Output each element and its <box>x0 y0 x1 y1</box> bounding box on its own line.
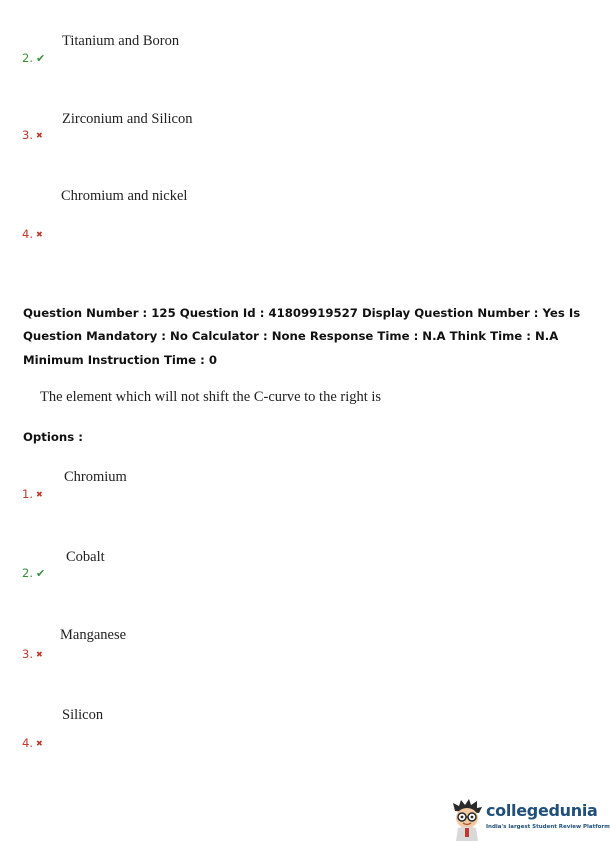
option-number-label: 3. <box>22 647 33 661</box>
option-number-label: 1. <box>22 487 33 501</box>
option-text: Chromium and nickel <box>61 188 188 204</box>
logo-tagline: India's largest Student Review Platform <box>486 824 610 830</box>
option-number-label: 2. <box>22 51 33 65</box>
cross-icon: ✖ <box>35 130 43 140</box>
option-number <box>22 227 43 241</box>
option-number-label: 3. <box>22 128 33 142</box>
option-number <box>22 566 45 580</box>
mascot-icon <box>449 797 485 841</box>
option-text: Titanium and Boron <box>62 33 180 49</box>
option-text: Manganese <box>60 627 127 643</box>
question-text: The element which will not shift the C-curve to the right is <box>40 389 382 405</box>
check-icon: ✔ <box>35 51 46 65</box>
cross-icon: ✖ <box>35 738 43 748</box>
options-label: Options : <box>23 430 83 444</box>
logo-wordmark: collegedunia <box>486 801 598 820</box>
option-text: Chromium <box>64 469 127 485</box>
option-number-label: 4. <box>22 227 33 241</box>
cross-icon: ✖ <box>35 489 43 499</box>
collegedunia-logo <box>449 797 610 841</box>
option-number <box>22 51 45 65</box>
option-number <box>22 647 43 661</box>
option-number <box>22 128 43 142</box>
check-icon: ✔ <box>35 566 46 580</box>
option-number <box>22 736 43 750</box>
option-number-label: 4. <box>22 736 33 750</box>
option-text: Zirconium and Silicon <box>62 111 193 127</box>
option-text: Cobalt <box>66 549 105 565</box>
option-number-label: 2. <box>22 566 33 580</box>
question-metadata: Question Number : 125 Question Id : 41809919527 Display Question Number : Yes Is Question Mandatory : No Calculator : None Response Time : N.A Think Time : N.A Minimum Instruction Time : 0 <box>23 306 581 367</box>
cross-icon: ✖ <box>35 649 43 659</box>
cross-icon: ✖ <box>35 229 43 239</box>
option-number <box>22 487 43 501</box>
option-text: Silicon <box>62 707 104 723</box>
